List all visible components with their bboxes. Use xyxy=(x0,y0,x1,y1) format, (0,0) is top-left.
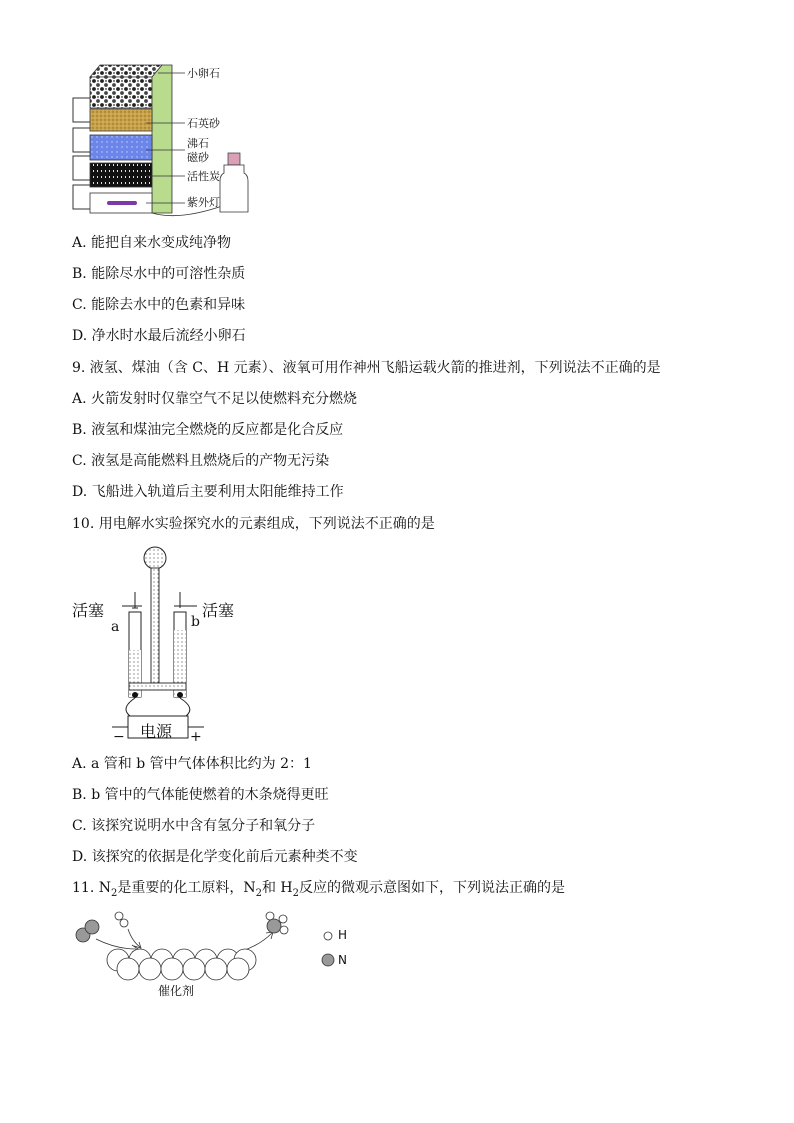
label-zeolite: 沸石 xyxy=(187,137,209,150)
electrolysis-apparatus-figure xyxy=(100,540,230,745)
valve-left-label: 活塞 xyxy=(72,601,105,620)
plus-sign: + xyxy=(190,729,202,745)
power-supply-label: 电源 xyxy=(140,722,173,741)
q9-option-a: A. 火箭发射时仅靠空气不足以使燃料充分燃烧 xyxy=(72,391,358,407)
legend-n-label: N xyxy=(338,953,347,967)
q10-option-d: D. 该探究的依据是化学变化前后元素种类不变 xyxy=(72,849,358,865)
q11-stem: 11. $N_2$是重要的化工原料，$N_2$和 $H_2$反应的微观示意图如下，下列说法正确的是 xyxy=(72,880,566,899)
q10-option-c: C. 该探究说明水中含有氢分子和氧分子 xyxy=(72,818,316,834)
label-uv-lamp: 紫外灯 xyxy=(187,196,220,209)
catalyst-reaction-figure xyxy=(70,905,370,985)
q9-option-c: C. 液氢是高能燃料且燃烧后的产物无污染 xyxy=(72,453,330,469)
q10-stem: 10. 用电解水实验探究水的元素组成，下列说法不正确的是 xyxy=(72,516,435,532)
tube-a-label: a xyxy=(111,619,120,635)
q9-option-d: D. 飞船进入轨道后主要利用太阳能维持工作 xyxy=(72,484,344,500)
water-filter-figure xyxy=(60,55,260,220)
tube-b-label: b xyxy=(191,614,200,630)
q8-option-b: B. 能除尽水中的可溶性杂质 xyxy=(72,266,246,282)
q9-stem: 9. 液氢、煤油（含 C、H 元素）、液氧可用作神州飞船运载火箭的推进剂，下列说法不正确的是 xyxy=(72,360,661,376)
minus-sign: − xyxy=(113,729,125,745)
label-pebbles: 小卵石 xyxy=(187,67,220,80)
label-quartz-sand: 石英砂 xyxy=(187,117,220,130)
q8-option-d: D. 净水时水最后流经小卵石 xyxy=(72,328,246,344)
label-magnetic-sand: 磁砂 xyxy=(187,151,209,164)
q10-option-a: A. a 管和 b 管中气体体积比约为 2：1 xyxy=(72,756,312,772)
q10-option-b: B. b 管中的气体能使燃着的木条烧得更旺 xyxy=(72,787,329,803)
catalyst-label: 催化剂 xyxy=(158,984,195,998)
q8-option-a: A. 能把自来水变成纯净物 xyxy=(72,235,232,251)
legend-h-label: H xyxy=(338,928,348,942)
valve-right-label: 活塞 xyxy=(202,601,235,620)
label-activated-carbon: 活性炭 xyxy=(187,170,220,183)
q9-option-b: B. 液氢和煤油完全燃烧的反应都是化合反应 xyxy=(72,422,344,438)
q8-option-c: C. 能除去水中的色素和异味 xyxy=(72,297,246,313)
